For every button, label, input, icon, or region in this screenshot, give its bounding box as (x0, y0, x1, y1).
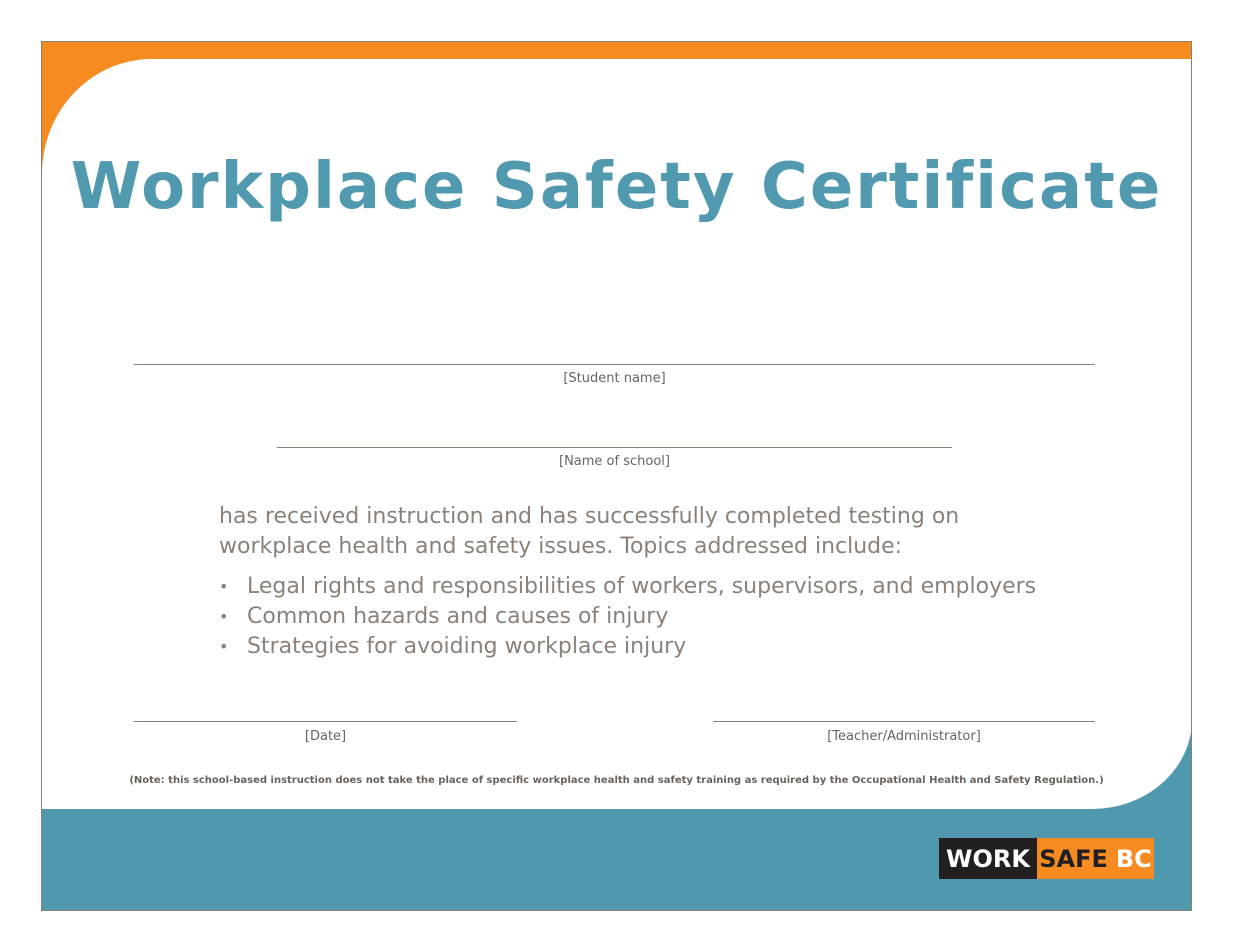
intro-line-1: has received instruction and has successfully completed testing on (219, 504, 960, 529)
date-label: [Date] (304, 729, 347, 744)
school-name-label: [Name of school] (559, 454, 670, 469)
topic-item: • Legal rights and responsibilities of workers, supervisors, and employers (219, 572, 1119, 602)
topics-list (219, 572, 1119, 662)
disclaimer-note: (Note: this school-based instruction does not take the place of specific workplace health and safety training as required by the Occupational Health and Safety Regulation.) (129, 775, 1104, 786)
intro-line-2: workplace health and safety issues. Topics addressed include: (219, 534, 903, 559)
date-line (134, 721, 517, 722)
certificate-body (219, 502, 1119, 662)
student-name-label: [Student name] (563, 371, 666, 386)
school-name-line (277, 447, 952, 448)
student-name-line (134, 364, 1095, 365)
teacher-label: [Teacher/Administrator] (827, 729, 981, 744)
certificate-title: Workplace Safety Certificate (70, 150, 1163, 224)
logo-bc: BC (1115, 844, 1152, 873)
topic-item: • Strategies for avoiding workplace injury (219, 632, 1119, 662)
logo-safe: SAFE (1039, 844, 1108, 873)
logo-work: WORK (939, 838, 1037, 879)
topic-item: • Common hazards and causes of injury (219, 602, 1119, 632)
teacher-line (713, 721, 1095, 722)
worksafebc-logo (939, 838, 1154, 879)
